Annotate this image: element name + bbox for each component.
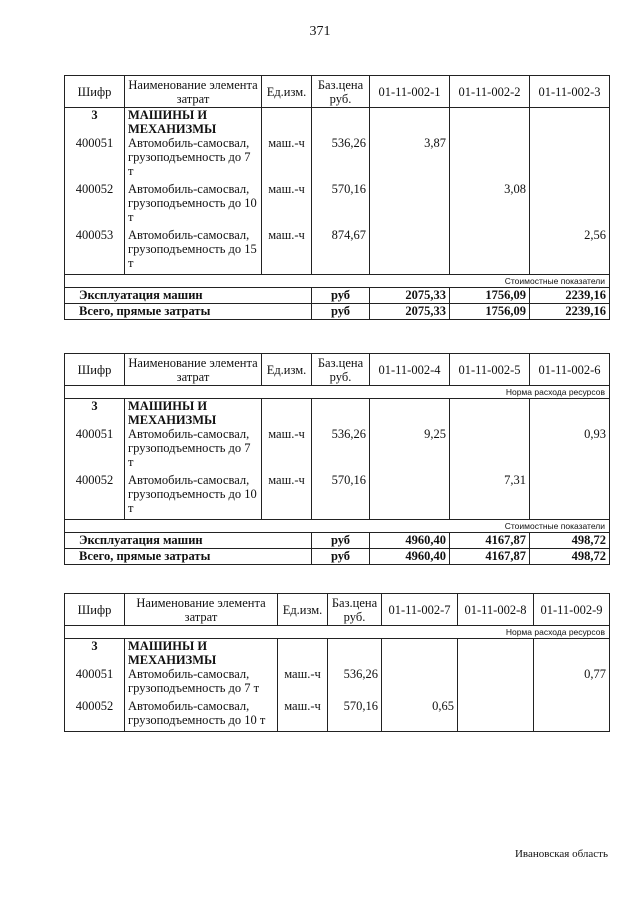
row-name: Автомобиль-самосвал, грузоподъемность до 10 т	[125, 699, 278, 731]
table-row	[65, 667, 610, 699]
row-value: 0,65	[382, 699, 458, 731]
table-header-row	[65, 594, 610, 626]
table-header-row	[65, 354, 610, 386]
column-code-header: 01-11-002-4	[370, 354, 450, 386]
row-value	[530, 136, 610, 182]
table-row	[65, 639, 610, 668]
row-value: 9,25	[370, 427, 450, 473]
table-row	[65, 108, 610, 137]
total-row	[65, 287, 610, 303]
row-price: 874,67	[312, 228, 370, 274]
table-row	[65, 399, 610, 428]
column-code-header: 01-11-002-3	[530, 76, 610, 108]
row-code: 400051	[65, 667, 125, 699]
total-value: 2239,16	[530, 287, 610, 303]
name-header: Наименование элемента затрат	[125, 354, 262, 386]
row-name: Автомобиль-самосвал, грузоподъемность до 10 т	[125, 473, 262, 519]
row-name: Автомобиль-самосвал, грузоподъемность до 7 т	[125, 667, 278, 699]
cost-section-label: Стоимостные показатели	[65, 519, 610, 532]
column-code-header: 01-11-002-8	[458, 594, 534, 626]
group-code: 3	[65, 399, 125, 428]
group-name: МАШИНЫ И МЕХАНИЗМЫ	[125, 639, 278, 668]
section-label-row	[65, 386, 610, 399]
column-code-header: 01-11-002-9	[534, 594, 610, 626]
total-unit: руб	[312, 548, 370, 564]
resource-table-2	[64, 353, 610, 565]
total-label: Всего, прямые затраты	[65, 303, 312, 319]
row-code: 400051	[65, 427, 125, 473]
total-value: 2075,33	[370, 303, 450, 319]
row-value	[458, 667, 534, 699]
total-unit: руб	[312, 532, 370, 548]
code-header: Шифр	[65, 76, 125, 108]
row-value: 3,87	[370, 136, 450, 182]
unit-header: Ед.изм.	[278, 594, 328, 626]
row-unit: маш.-ч	[262, 182, 312, 228]
table-row	[65, 699, 610, 731]
row-value	[370, 228, 450, 274]
row-value	[530, 182, 610, 228]
row-value: 0,93	[530, 427, 610, 473]
group-name: МАШИНЫ И МЕХАНИЗМЫ	[125, 108, 262, 137]
total-value: 2239,16	[530, 303, 610, 319]
total-value: 498,72	[530, 548, 610, 564]
total-row	[65, 532, 610, 548]
row-price: 570,16	[328, 699, 382, 731]
row-price: 536,26	[328, 667, 382, 699]
total-value: 4960,40	[370, 532, 450, 548]
total-unit: руб	[312, 287, 370, 303]
row-code: 400051	[65, 136, 125, 182]
row-unit: маш.-ч	[278, 699, 328, 731]
name-header: Наименование элемента затрат	[125, 76, 262, 108]
resource-table-1	[64, 75, 610, 320]
norm-section-label: Норма расхода ресурсов	[65, 386, 610, 399]
footer-region-label: Ивановская область	[514, 848, 608, 860]
column-code-header: 01-11-002-6	[530, 354, 610, 386]
unit-header: Ед.изм.	[262, 354, 312, 386]
row-unit: маш.-ч	[262, 136, 312, 182]
row-code: 400052	[65, 699, 125, 731]
total-unit: руб	[312, 303, 370, 319]
row-unit: маш.-ч	[278, 667, 328, 699]
price-header: Баз.цена руб.	[328, 594, 382, 626]
page-number: 371	[309, 24, 331, 39]
column-code-header: 01-11-002-7	[382, 594, 458, 626]
total-value: 4167,87	[450, 532, 530, 548]
row-price: 536,26	[312, 427, 370, 473]
cost-section-label: Стоимостные показатели	[65, 274, 610, 287]
table-row	[65, 228, 610, 274]
row-value	[382, 667, 458, 699]
column-code-header: 01-11-002-1	[370, 76, 450, 108]
total-label: Всего, прямые затраты	[65, 548, 312, 564]
row-value: 2,56	[530, 228, 610, 274]
total-value: 1756,09	[450, 287, 530, 303]
table-header-row	[65, 76, 610, 108]
total-label: Эксплуатация машин	[65, 287, 312, 303]
row-code: 400052	[65, 473, 125, 519]
unit-header: Ед.изм.	[262, 76, 312, 108]
row-value	[530, 473, 610, 519]
group-code: 3	[65, 639, 125, 668]
row-name: Автомобиль-самосвал, грузоподъемность до 10 т	[125, 182, 262, 228]
total-value: 4960,40	[370, 548, 450, 564]
column-code-header: 01-11-002-5	[450, 354, 530, 386]
row-code: 400052	[65, 182, 125, 228]
section-label-row	[65, 626, 610, 639]
price-header: Баз.цена руб.	[312, 354, 370, 386]
row-value	[534, 699, 610, 731]
code-header: Шифр	[65, 594, 125, 626]
resource-table-3	[64, 593, 610, 732]
total-label: Эксплуатация машин	[65, 532, 312, 548]
row-value	[370, 182, 450, 228]
row-price: 570,16	[312, 182, 370, 228]
row-value	[450, 228, 530, 274]
row-code: 400053	[65, 228, 125, 274]
row-value: 3,08	[450, 182, 530, 228]
group-name: МАШИНЫ И МЕХАНИЗМЫ	[125, 399, 262, 428]
row-name: Автомобиль-самосвал, грузоподъемность до 15 т	[125, 228, 262, 274]
section-label-row	[65, 274, 610, 287]
code-header: Шифр	[65, 354, 125, 386]
row-unit: маш.-ч	[262, 473, 312, 519]
table-row	[65, 136, 610, 182]
norm-section-label: Норма расхода ресурсов	[65, 626, 610, 639]
section-label-row	[65, 519, 610, 532]
total-row	[65, 303, 610, 319]
total-value: 4167,87	[450, 548, 530, 564]
column-code-header: 01-11-002-2	[450, 76, 530, 108]
name-header: Наименование элемента затрат	[125, 594, 278, 626]
row-unit: маш.-ч	[262, 228, 312, 274]
row-name: Автомобиль-самосвал, грузоподъемность до 7 т	[125, 427, 262, 473]
row-price: 536,26	[312, 136, 370, 182]
row-value	[450, 427, 530, 473]
table-row	[65, 427, 610, 473]
row-value	[458, 699, 534, 731]
row-unit: маш.-ч	[262, 427, 312, 473]
price-header: Баз.цена руб.	[312, 76, 370, 108]
table-row	[65, 473, 610, 519]
row-value	[370, 473, 450, 519]
total-row	[65, 548, 610, 564]
row-value	[450, 136, 530, 182]
total-value: 2075,33	[370, 287, 450, 303]
row-value: 0,77	[534, 667, 610, 699]
total-value: 498,72	[530, 532, 610, 548]
total-value: 1756,09	[450, 303, 530, 319]
row-price: 570,16	[312, 473, 370, 519]
row-value: 7,31	[450, 473, 530, 519]
row-name: Автомобиль-самосвал, грузоподъемность до 7 т	[125, 136, 262, 182]
group-code: 3	[65, 108, 125, 137]
table-row	[65, 182, 610, 228]
